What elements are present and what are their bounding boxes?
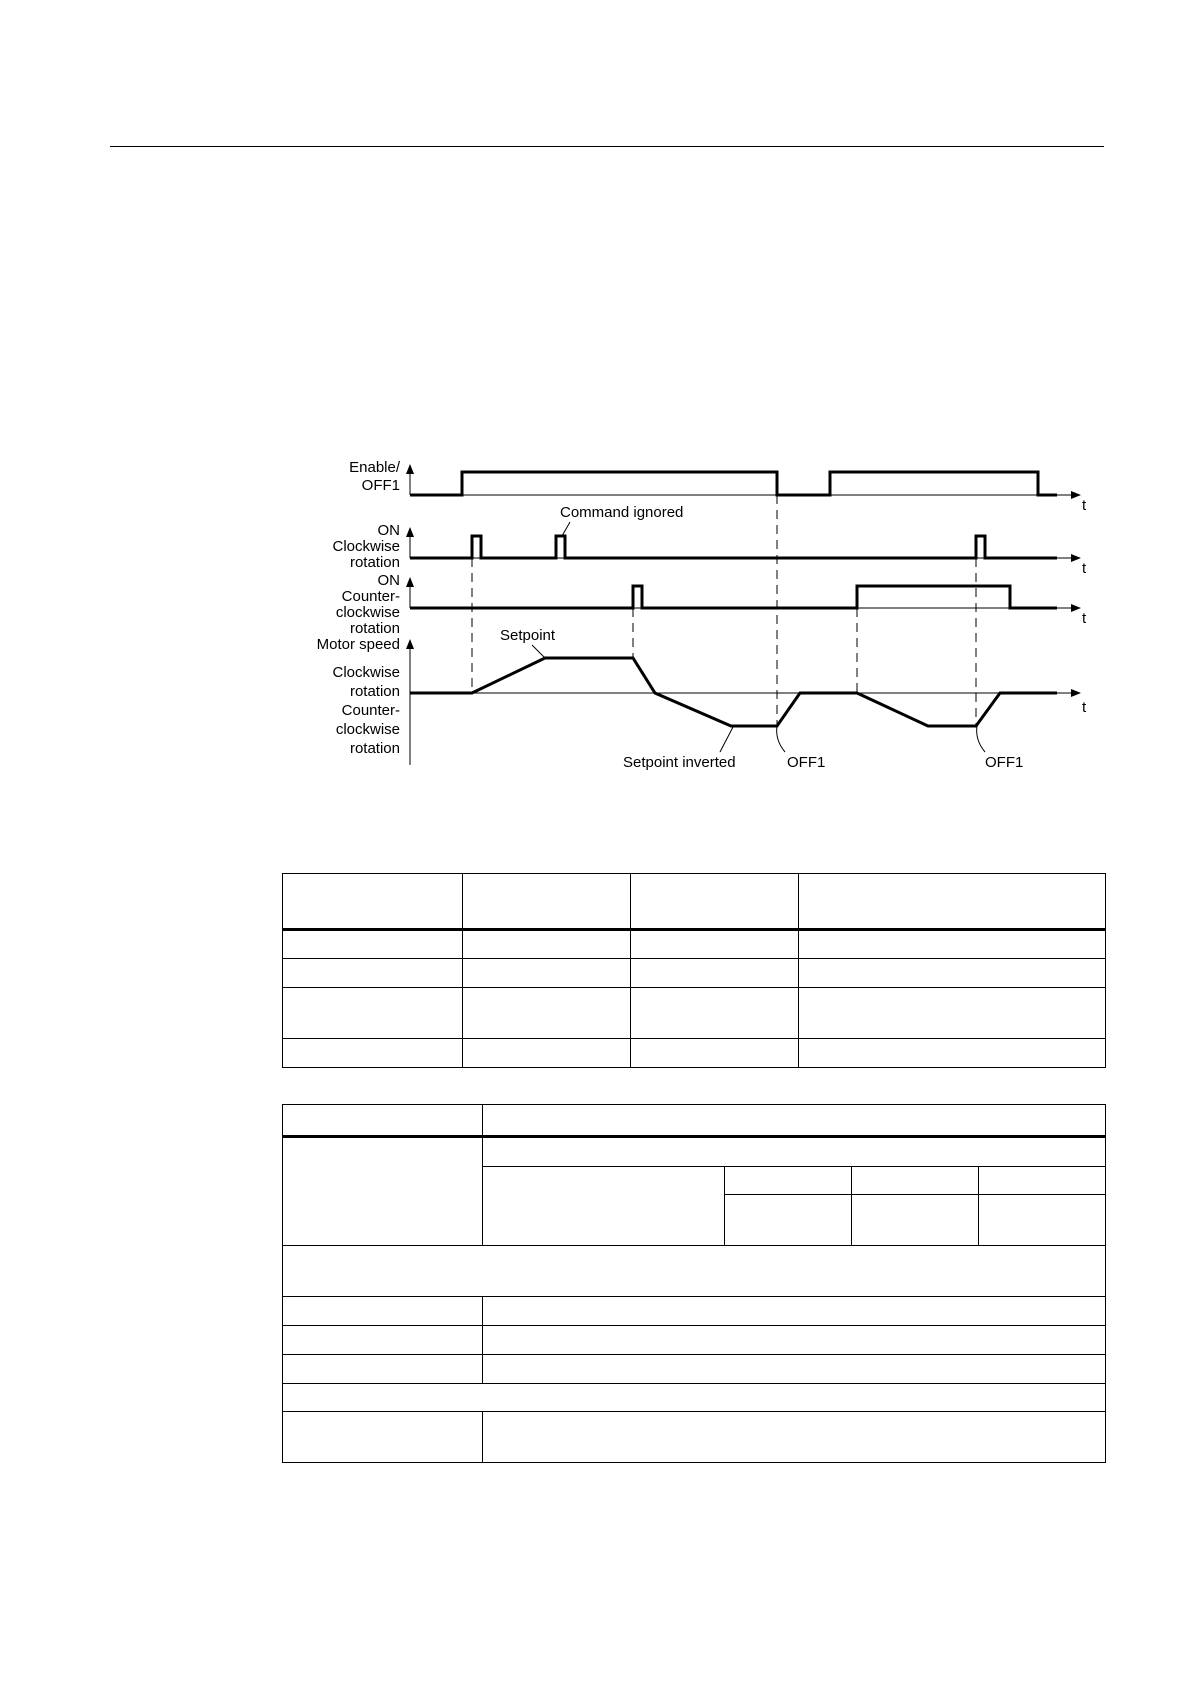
table-row [283,1412,1106,1463]
table-row [283,1039,1106,1068]
t-label-speed: t [1082,699,1087,716]
table-cell [852,1167,979,1195]
table-row [283,930,1106,959]
table-cell [631,1039,799,1068]
header-rule [110,146,1104,147]
table-cell [483,1355,1106,1384]
ccw-on-signal [410,586,1057,608]
table-cell [483,1137,1106,1167]
table-cell [463,959,631,988]
ccw-label-line4: rotation [349,620,400,637]
table-one-header-cell [463,874,631,930]
table-cell [852,1195,979,1246]
table-one [282,873,1106,1068]
signal-labels [317,459,401,757]
table-row [283,1384,1106,1412]
speed-label-line1: Motor speed [316,636,400,653]
table-cell [283,1355,483,1384]
table-cell [283,1246,1106,1297]
table-cell [631,930,799,959]
speed-cw-label-line1: Clockwise [332,664,400,681]
table-cell [799,988,1106,1039]
table-cell [631,959,799,988]
speed-ccw-label-line1: Counter- [341,702,400,719]
table-cell [283,1137,483,1246]
annotations [500,504,1023,771]
table-cell [283,930,463,959]
table-cell [463,988,631,1039]
ccw-label-line1: ON [377,572,400,589]
table-cell [283,1326,483,1355]
table-cell [799,959,1106,988]
table-cell [283,959,463,988]
setpoint-label: Setpoint [500,627,556,644]
t-label-ccw: t [1082,610,1087,627]
speed-ccw-label-line3: rotation [349,740,400,757]
ccw-label-line2: Counter- [341,588,400,605]
table-cell [283,1039,463,1068]
enable-label-line1: Enable/ [349,459,400,476]
table-one-header-cell [283,874,463,930]
dashed-guides [472,495,976,726]
off1-first-label: OFF1 [787,754,826,771]
table-row [283,959,1106,988]
table-cell [799,1039,1106,1068]
table-row [283,1355,1106,1384]
table-cell [283,1412,483,1463]
ccw-label-line3: clockwise [335,604,400,621]
table-cell [725,1195,852,1246]
table-cell [483,1297,1106,1326]
table-cell [979,1195,1106,1246]
speed-ccw-label-line2: clockwise [335,721,400,738]
time-axis-labels [1082,497,1087,716]
command-ignored-label: Command ignored [560,504,684,521]
table-two-header-cell [483,1105,1106,1137]
table-cell [283,1297,483,1326]
table-cell [463,1039,631,1068]
table-cell [483,1412,1106,1463]
table-two-header-cell [283,1105,483,1137]
cw-label-line2: Clockwise [332,538,400,555]
t-label-enable: t [1082,497,1087,514]
off1-second-label: OFF1 [985,754,1024,771]
table-cell [979,1167,1106,1195]
table-cell [463,930,631,959]
table-one-header-cell [631,874,799,930]
table-two-header-row [283,1105,1106,1137]
timing-diagram [300,450,1090,775]
table-cell [483,1326,1106,1355]
motor-speed-signal [410,658,1057,726]
cw-on-signal [410,536,1057,558]
table-row [283,1326,1106,1355]
setpoint-inverted-label: Setpoint inverted [623,754,736,771]
enable-label-line2: OFF1 [361,477,400,494]
table-row [283,988,1106,1039]
table-cell [483,1167,725,1246]
table-row [283,1246,1106,1297]
cw-label-line1: ON [377,522,400,539]
table-cell [283,1384,1106,1412]
table-cell [631,988,799,1039]
table-two [282,1104,1106,1463]
t-label-cw: t [1082,560,1087,577]
speed-cw-label-line2: rotation [349,683,400,700]
table-cell [799,930,1106,959]
table-row [283,1137,1106,1167]
cw-label-line3: rotation [349,554,400,571]
enable-signal [410,472,1057,495]
table-cell [725,1167,852,1195]
table-row [283,1297,1106,1326]
table-one-header-row [283,874,1106,930]
table-cell [283,988,463,1039]
table-one-header-cell [799,874,1106,930]
